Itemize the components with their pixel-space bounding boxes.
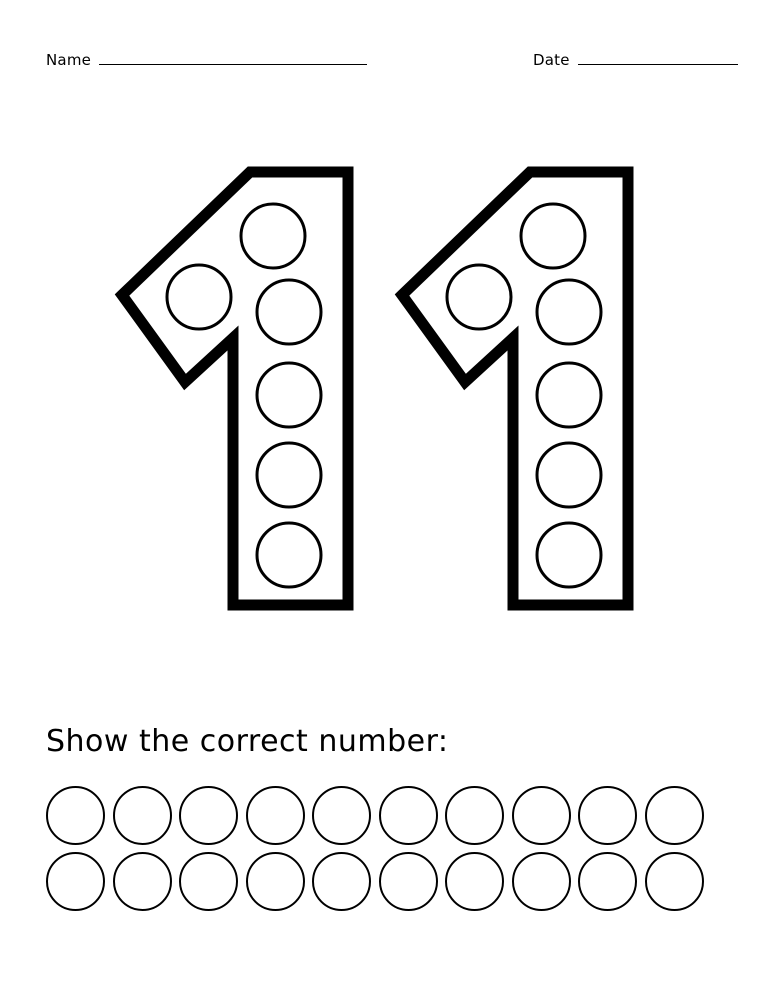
count-circle[interactable] xyxy=(312,786,371,845)
date-label: Date xyxy=(533,51,570,69)
count-circle[interactable] xyxy=(578,786,637,845)
name-write-line[interactable] xyxy=(99,48,367,65)
name-field[interactable] xyxy=(46,48,367,69)
count-circle[interactable] xyxy=(379,786,438,845)
count-circle[interactable] xyxy=(445,852,504,911)
dot-circle[interactable] xyxy=(241,204,305,268)
dot-circle[interactable] xyxy=(521,204,585,268)
count-circle[interactable] xyxy=(179,852,238,911)
numeral-svg xyxy=(0,150,773,630)
dot-circle[interactable] xyxy=(537,363,601,427)
count-circle[interactable] xyxy=(312,852,371,911)
count-circle[interactable] xyxy=(512,786,571,845)
count-circle[interactable] xyxy=(645,852,704,911)
count-circle[interactable] xyxy=(113,852,172,911)
count-circle[interactable] xyxy=(113,786,172,845)
numeral-digit-1 xyxy=(122,172,348,605)
count-circle[interactable] xyxy=(246,852,305,911)
dot-circle[interactable] xyxy=(537,523,601,587)
dot-circle[interactable] xyxy=(537,280,601,344)
count-grid xyxy=(46,786,726,918)
count-row xyxy=(46,786,726,845)
dot-circle[interactable] xyxy=(167,265,231,329)
count-circle[interactable] xyxy=(445,786,504,845)
date-write-line[interactable] xyxy=(578,48,738,65)
dot-circle[interactable] xyxy=(257,363,321,427)
dot-circle[interactable] xyxy=(537,443,601,507)
name-label: Name xyxy=(46,51,92,69)
prompt-text: Show the correct number: xyxy=(46,724,449,759)
count-circle[interactable] xyxy=(578,852,637,911)
dot-circle[interactable] xyxy=(447,265,511,329)
numeral-art xyxy=(0,150,773,630)
count-circle[interactable] xyxy=(46,852,105,911)
count-circle[interactable] xyxy=(46,786,105,845)
date-field[interactable] xyxy=(533,48,738,69)
count-circle[interactable] xyxy=(512,852,571,911)
dot-circle[interactable] xyxy=(257,443,321,507)
numeral-digit-2 xyxy=(402,172,628,605)
worksheet-header xyxy=(0,48,773,82)
count-circle[interactable] xyxy=(379,852,438,911)
count-circle[interactable] xyxy=(645,786,704,845)
count-circle[interactable] xyxy=(179,786,238,845)
count-row xyxy=(46,852,726,911)
dot-circle[interactable] xyxy=(257,280,321,344)
dot-circle[interactable] xyxy=(257,523,321,587)
count-circle[interactable] xyxy=(246,786,305,845)
